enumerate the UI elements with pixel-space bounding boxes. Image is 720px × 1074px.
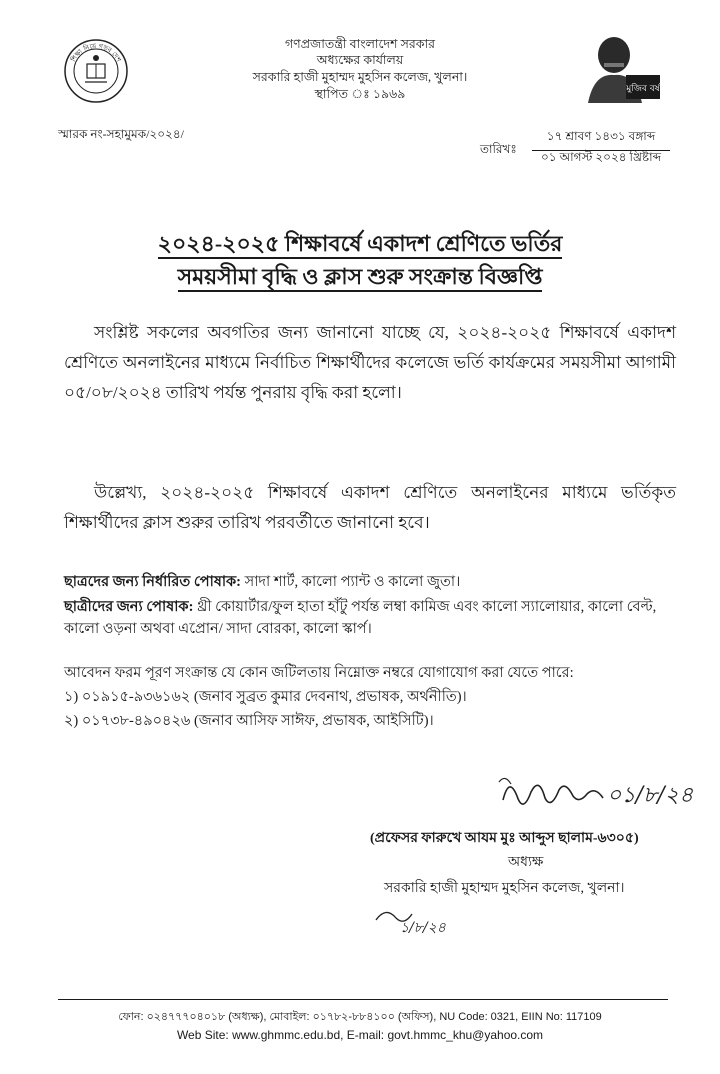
sign-date: ০১/৮/২৪ — [607, 783, 694, 808]
contact-item-1: ১) ০১৯১৫-৯৩৬১৬২ (জনাব সুব্রত কুমার দেবনাথ, প্রভাষক, অর্থনীতি)। — [64, 689, 467, 705]
boys-dress-text: সাদা শার্ট, কালো প্যান্ট ও কালো জুতা। — [241, 574, 461, 590]
girls-dress-text: থ্রী কোয়ার্টার/ফুল হাতা হাঁটু পর্যন্ত লম্বা কামিজ এবং কালো স্যালোয়ার, কালো বেল্ট, কালো ওড়না অথবা এপ্রোন/ সাদা বোরকা, কালো স্কার্প। — [64, 599, 657, 637]
principal-signature — [495, 770, 694, 820]
body-paragraph-1: সংশ্লিষ্ট সকলের অবগতির জন্য জানানো যাচ্ছে যে, ২০২৪-২০২৫ শিক্ষাবর্ষে একাদশ শ্রেণিতে অনলাইনের মাধ্যমে নির্বাচিত শিক্ষার্থীদের কলেজে ভর্তি কার্যক্রমের সময়সীমা আগামী ০৫/০৮/২০২৪ তারিখ পর্যন্ত পুনরায় বৃদ্ধি করা হলো। — [64, 323, 676, 402]
footer-contact: ফোন: ০২৪৭৭৭০৪০১৮ (অধ্যক্ষ), মোবাইল: ০১৭৮২-৮৮৪১০০ (অফিস), NU Code: 0321, EIIN No: 117109 — [118, 1011, 602, 1023]
memo-number: স্মারক নং-সহামুমক/২০২৪/ — [58, 127, 184, 141]
boys-dress-label: ছাত্রদের জন্য নির্ধারিত পোষাক: — [64, 574, 242, 590]
notice-title-line2 — [0, 260, 720, 297]
girls-dress-label: ছাত্রীদের জন্য পোষাক: — [64, 599, 194, 615]
footer-web: Web Site: www.ghmmc.edu.bd, E-mail: govt.hmmc_khu@yahoo.com — [176, 1028, 544, 1042]
portrait-badge: মুজিব বর্ষ — [626, 84, 660, 94]
principal-designation: অধ্যক্ষ — [508, 855, 544, 870]
initial-date: ১/৮/২৪ — [400, 920, 446, 936]
principal-name: (প্রফেসর ফারুখে আযম মুঃ আব্দুস ছালাম-৬৩০৫) — [370, 831, 639, 846]
notice-title-line2-text: সময়সীমা বৃদ্ধি ও ক্লাস শুরু সংক্রান্ত বিজ্ঞপ্তি — [178, 264, 543, 292]
boys-dress-code — [64, 571, 684, 593]
contact-intro: আবেদন ফরম পূরণ সংক্রান্ত যে কোন জটিলতায় নিম্নোক্ত নম্বরে যোগাযোগ করা যেতে পারে: — [64, 665, 574, 681]
footer-divider — [58, 999, 668, 1000]
date-english: ০১ আগস্ট ২০২৪ খ্রিষ্টাব্দ — [541, 150, 661, 164]
girls-dress-code — [64, 596, 684, 640]
body-paragraph-2: উল্লেখ্য, ২০২৪-২০২৫ শিক্ষাবর্ষে একাদশ শ্রেণিতে অনলাইনের মাধ্যমে ভর্তিকৃত শিক্ষার্থীদের ক্লাস শুরুর তারিখ পরবর্তীতে জানানো হবে। — [64, 483, 676, 532]
portrait-image — [584, 33, 676, 103]
government-name: গণপ্রজাতন্ত্রী বাংলাদেশ সরকার — [284, 37, 436, 51]
principal-institution: সরকারি হাজী মুহাম্মদ মুহসিন কলেজ, খুলনা। — [384, 881, 625, 896]
initial-signature — [370, 898, 480, 938]
notice-title-line1 — [0, 227, 720, 264]
office-name: অধ্যক্ষের কার্যালয় — [316, 53, 404, 67]
established-year: স্থাপিত ঃ ১৯৬৯ — [314, 87, 406, 101]
college-name: সরকারি হাজী মুহাম্মদ মুহসিন কলেজ, খুলনা। — [252, 70, 468, 84]
notice-title-line1-text: ২০২৪-২০২৫ শিক্ষাবর্ষে একাদশ শ্রেণিতে ভর্তির — [158, 231, 563, 259]
logo-motto: শিক্ষা নিয়ে গড়ব দেশ — [69, 41, 123, 64]
contact-item-2: ২) ০১৭৩৮-৪৯০৪২৬ (জনাব আসিফ সাঈফ, প্রভাষক, আইসিটি)। — [64, 713, 434, 729]
date-bangla: ১৭ শ্রাবণ ১৪৩১ বঙ্গাব্দ — [532, 128, 670, 151]
date-label: তারিখঃ — [480, 142, 517, 156]
